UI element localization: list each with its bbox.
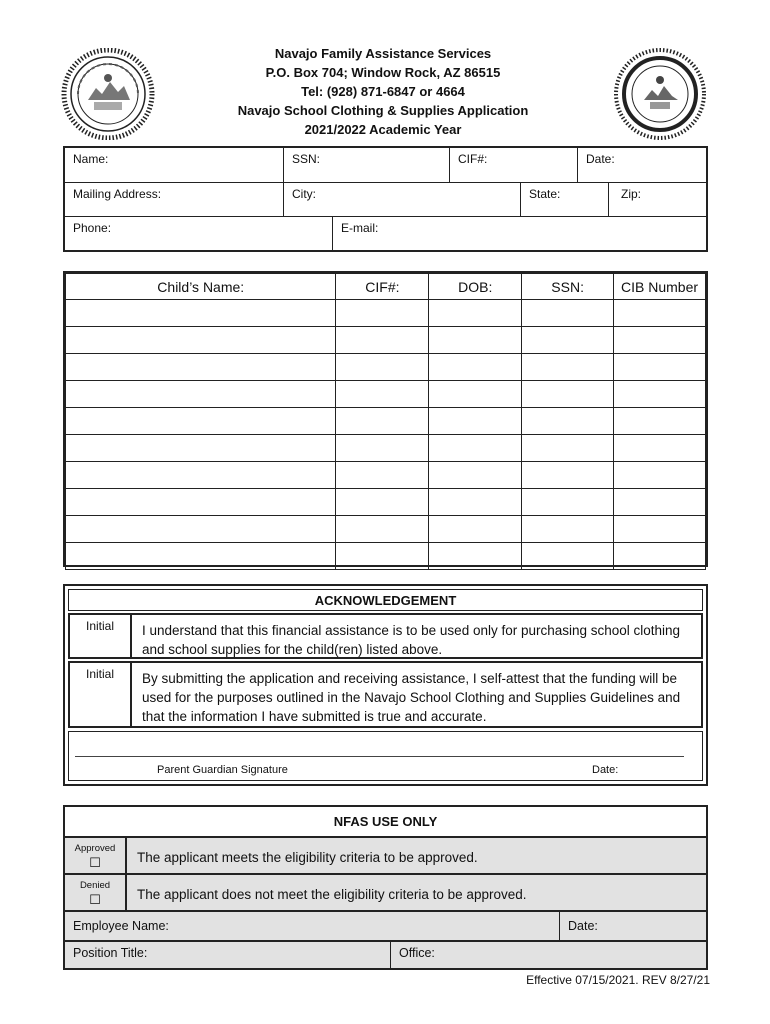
child-cell[interactable] <box>429 327 522 354</box>
mailing-address-label: Mailing Address: <box>73 187 162 201</box>
form-title: Navajo School Clothing & Supplies Application <box>237 103 529 118</box>
child-cell[interactable] <box>336 300 429 327</box>
position-row <box>65 942 706 968</box>
child-cell[interactable] <box>522 462 614 489</box>
zip-label: Zip: <box>621 187 642 201</box>
child-cell[interactable] <box>522 516 614 543</box>
children-col-header: CIF#: <box>336 274 429 300</box>
child-cell[interactable] <box>614 489 706 516</box>
child-cell[interactable] <box>429 300 522 327</box>
child-cell[interactable] <box>522 435 614 462</box>
signature-label: Parent Guardian Signature <box>157 764 288 776</box>
child-cell[interactable] <box>336 489 429 516</box>
city-field[interactable] <box>284 183 521 216</box>
child-cell[interactable] <box>66 489 336 516</box>
date-label: Date: <box>586 152 615 166</box>
denied-text: The applicant does not meet the eligibility criteria to be approved. <box>137 887 527 902</box>
child-cell[interactable] <box>66 543 336 570</box>
acknowledgement-section <box>63 584 708 786</box>
email-field[interactable] <box>333 217 706 250</box>
child-row <box>66 435 706 462</box>
child-cell[interactable] <box>429 489 522 516</box>
child-cell[interactable] <box>336 408 429 435</box>
position-title-label: Position Title: <box>73 946 148 960</box>
children-col-header: SSN: <box>522 274 614 300</box>
name-label: Name: <box>73 152 109 166</box>
child-cell[interactable] <box>614 462 706 489</box>
navajo-nation-seal-right <box>610 48 710 140</box>
children-col-header: Child’s Name: <box>66 274 336 300</box>
child-cell[interactable] <box>614 435 706 462</box>
child-row <box>66 300 706 327</box>
phone-label: Phone: <box>73 221 112 235</box>
children-col-header: DOB: <box>429 274 522 300</box>
effective-date: Effective 07/15/2021. REV 8/27/21 <box>526 973 710 987</box>
child-cell[interactable] <box>614 354 706 381</box>
denied-label: Denied <box>79 880 111 891</box>
employee-row <box>65 912 706 942</box>
initial-box-2[interactable] <box>70 663 132 726</box>
ack-statement-1-text: I understand that this financial assistance is to be used only for purchasing school clothing and school supplies for the child(ren) listed above. <box>142 623 681 657</box>
phone-field[interactable] <box>65 217 333 250</box>
approved-checkbox[interactable]: ☐ <box>89 855 101 870</box>
child-cell[interactable] <box>614 300 706 327</box>
children-section <box>63 271 708 567</box>
signature-area[interactable] <box>68 731 703 781</box>
ssn-field[interactable] <box>284 148 450 182</box>
child-row <box>66 354 706 381</box>
mailing-address-field[interactable] <box>65 183 284 216</box>
signature-date-label: Date: <box>592 764 619 776</box>
child-cell[interactable] <box>522 354 614 381</box>
initial-box-1[interactable] <box>70 615 132 657</box>
form-header <box>200 44 566 139</box>
email-label: E-mail: <box>341 221 379 235</box>
signature-line <box>75 756 684 757</box>
child-cell[interactable] <box>522 543 614 570</box>
child-cell[interactable] <box>614 543 706 570</box>
zip-field[interactable] <box>609 183 706 216</box>
child-cell[interactable] <box>66 381 336 408</box>
child-cell[interactable] <box>429 408 522 435</box>
child-cell[interactable] <box>522 300 614 327</box>
child-row <box>66 327 706 354</box>
approved-cell <box>65 838 127 873</box>
child-cell[interactable] <box>522 381 614 408</box>
child-cell[interactable] <box>336 516 429 543</box>
org-phone: Tel: (928) 871-6847 or 4664 <box>301 84 465 99</box>
child-cell[interactable] <box>336 462 429 489</box>
employee-date-field[interactable] <box>560 912 706 940</box>
employee-name-label: Employee Name: <box>73 919 169 933</box>
child-row <box>66 543 706 570</box>
children-col-header: CIB Number <box>614 274 706 300</box>
employee-date-label: Date: <box>568 919 598 933</box>
child-row <box>66 408 706 435</box>
child-cell[interactable] <box>66 516 336 543</box>
child-cell[interactable] <box>66 300 336 327</box>
child-cell[interactable] <box>66 435 336 462</box>
child-cell[interactable] <box>614 408 706 435</box>
child-cell[interactable] <box>429 543 522 570</box>
cif-label: CIF#: <box>458 152 488 166</box>
org-name: Navajo Family Assistance Services <box>274 46 492 61</box>
nfas-use-only-section <box>63 805 708 970</box>
academic-year: 2021/2022 Academic Year <box>304 122 462 137</box>
denied-checkbox[interactable]: ☐ <box>89 892 101 907</box>
ssn-label: SSN: <box>292 152 321 166</box>
approved-label: Approved <box>74 843 116 854</box>
nfas-title: NFAS USE ONLY <box>65 807 706 838</box>
acknowledgement-title: ACKNOWLEDGEMENT <box>68 589 703 611</box>
child-row <box>66 489 706 516</box>
denied-row <box>65 875 706 912</box>
navajo-nation-seal-left <box>58 48 158 140</box>
date-field[interactable] <box>578 148 706 182</box>
name-field[interactable] <box>65 148 284 182</box>
employee-name-field[interactable] <box>65 912 560 940</box>
approved-text: The applicant meets the eligibility criteria to be approved. <box>137 850 478 865</box>
cif-field[interactable] <box>450 148 578 182</box>
state-field[interactable] <box>521 183 609 216</box>
ack-statement-1 <box>68 613 703 659</box>
child-cell[interactable] <box>522 489 614 516</box>
approved-row <box>65 838 706 875</box>
child-cell[interactable] <box>614 327 706 354</box>
office-label: Office: <box>399 946 435 960</box>
child-cell[interactable] <box>66 462 336 489</box>
child-cell[interactable] <box>66 408 336 435</box>
children-table <box>65 273 706 570</box>
position-title-field[interactable] <box>65 942 391 968</box>
child-cell[interactable] <box>614 516 706 543</box>
child-cell[interactable] <box>429 381 522 408</box>
org-address: P.O. Box 704; Window Rock, AZ 86515 <box>265 65 501 80</box>
child-cell[interactable] <box>429 354 522 381</box>
child-cell[interactable] <box>66 354 336 381</box>
child-cell[interactable] <box>336 543 429 570</box>
ack-statement-2 <box>68 661 703 728</box>
child-cell[interactable] <box>66 327 336 354</box>
child-cell[interactable] <box>336 354 429 381</box>
initial-label-1: Initial <box>85 619 114 633</box>
child-row <box>66 381 706 408</box>
child-cell[interactable] <box>522 408 614 435</box>
child-cell[interactable] <box>429 435 522 462</box>
child-cell[interactable] <box>336 327 429 354</box>
denied-cell <box>65 875 127 910</box>
ack-statement-2-text: By submitting the application and receiving assistance, I self-attest that the funding will be used for the purposes outlined in the Navajo School Clothing and Supplies Guidelines and that the information I have submitted is true and accurate. <box>142 671 681 724</box>
office-field[interactable] <box>391 942 706 968</box>
child-cell[interactable] <box>614 381 706 408</box>
initial-label-2: Initial <box>85 667 114 681</box>
state-label: State: <box>529 187 561 201</box>
applicant-info-section <box>63 146 708 252</box>
city-label: City: <box>292 187 316 201</box>
child-row <box>66 462 706 489</box>
children-table-header <box>66 274 706 300</box>
child-cell[interactable] <box>336 381 429 408</box>
child-row <box>66 516 706 543</box>
child-cell[interactable] <box>336 435 429 462</box>
child-cell[interactable] <box>429 462 522 489</box>
child-cell[interactable] <box>429 516 522 543</box>
child-cell[interactable] <box>522 327 614 354</box>
